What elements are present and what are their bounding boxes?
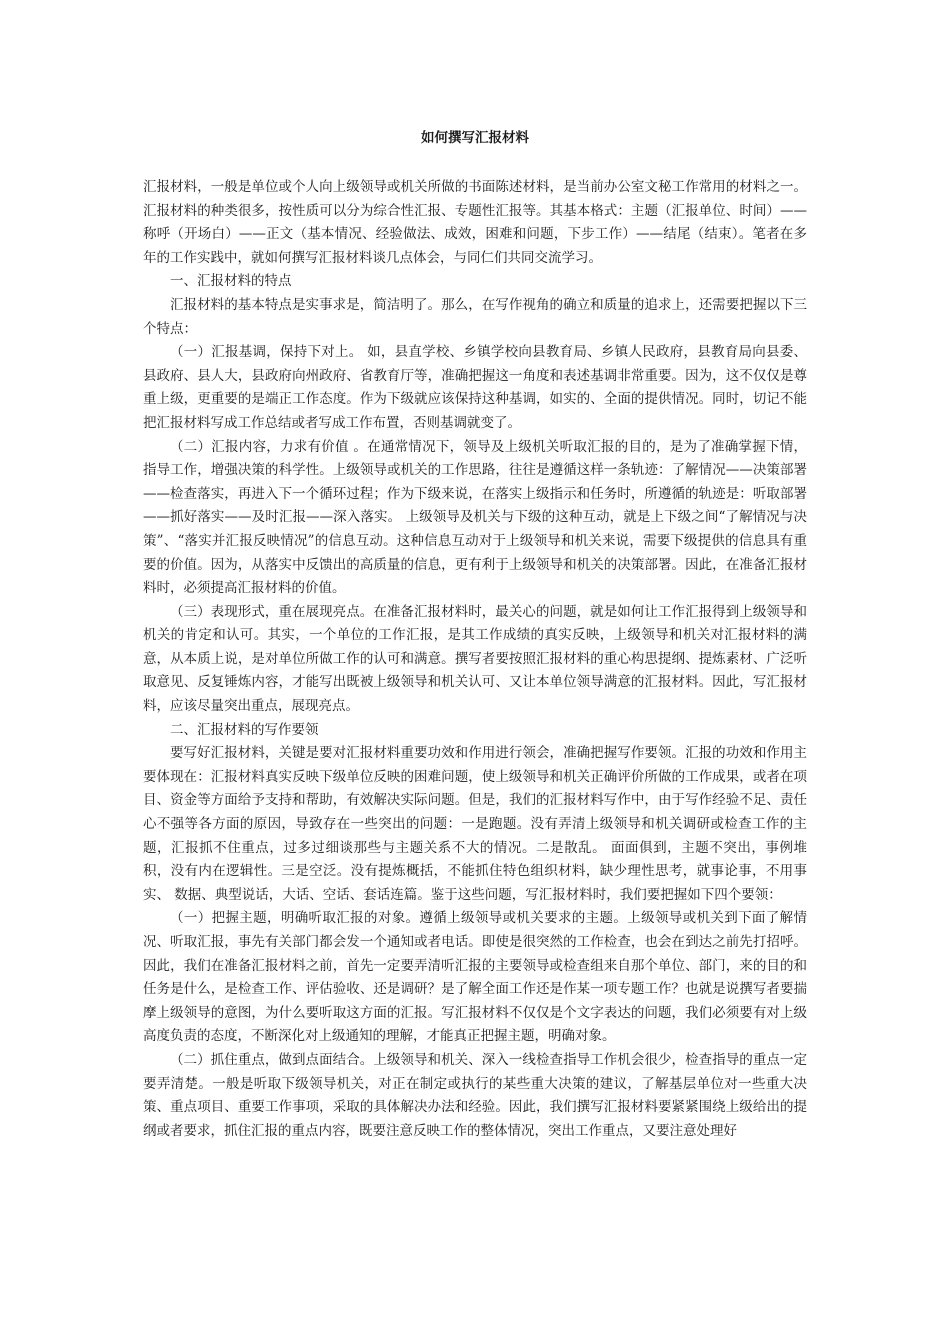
- document-title: 如何撰写汇报材料: [421, 130, 529, 146]
- paragraph: （二）抓住重点，做到点面结合。上级领导和机关、深入一线检查指导工作机会很少，检查指导的重点一定要弄清楚。一般是听取下级领导机关，对正在制定或执行的某些重大决策的建议，了解基层单位对一些重大决策、重点项目、重要工作事项，采取的具体解决办法和经验。因此，我们撰写汇报材料要紧紧围绕上级给出的提纲或者要求，抓住汇报的重点内容，既要注意反映工作的整体情况，突出工作重点，又要注意处理好: [143, 1051, 807, 1139]
- paragraph: （一）把握主题，明确听取汇报的对象。遵循上级领导或机关要求的主题。上级领导或机关到下面了解情况、听取汇报，事先有关部门都会发一个通知或者电话。即使是很突然的工作检查，也会在到达之前先打招呼。因此，我们在准备汇报材料之前，首先一定要弄清听汇报的主要领导或检查组来自那个单位、部门，来的目的和任务是什么，是检查工作、评估验收、还是调研？是了解全面工作还是作某一项专题工作？也就是说撰写者要揣摩上级领导的意图，为什么要听取这方面的汇报。写汇报材料不仅仅是个文字表达的问题，我们必须要有对上级高度负责的态度，不断深化对上级通知的理解，才能真正把握主题，明确对象。: [143, 910, 807, 1045]
- section-heading-1: 一、汇报材料的特点: [170, 273, 292, 290]
- paragraph: （三）表现形式，重在展现亮点。在准备汇报材料时，最关心的问题，就是如何让工作汇报得到上级领导和机关的肯定和认可。其实，一个单位的工作汇报，是其工作成绩的真实反映，上级领导和机关对汇报材料的满意，从本质上说，是对单位所做工作的认可和满意。撰写者要按照汇报材料的重心构思提纲、提炼素材、广泛听取意见、反复锤炼内容，才能写出既被上级领导和机关认可、又让本单位领导满意的汇报材料。因此，写汇报材料，应该尽量突出重点，展现亮点。: [143, 603, 807, 715]
- paragraph: 要写好汇报材料，关键是要对汇报材料重要功效和作用进行领会，准确把握写作要领。汇报的功效和作用主要体现在：汇报材料真实反映下级单位反映的困难问题，使上级领导和机关正确评价所做的工作成果，或者在项目、资金等方面给予支持和帮助，有效解决实际问题。但是，我们的汇报材料写作中，由于写作经验不足、责任心不强等各方面的原因，导致存在一些突出的问题：一是跑题。没有弄清上级领导和机关调研或检查工作的主题，汇报抓不住重点，过多过细谈那些与主题关系不大的情况。二是散乱。 面面俱到，主题不突出，事例堆积，没有内在逻辑性。三是空泛。没有提炼概括，不能抓住特色组织材料，缺少理性思考，就事论事，不用事实、 数据、典型说话，大话、空话、套话连篇。鉴于这些问题，写汇报材料时，我们要把握如下四个要领：: [143, 745, 807, 903]
- document-body: [143, 176, 807, 1143]
- paragraph: （二）汇报内容，力求有价值 。在通常情况下，领导及上级机关听取汇报的目的，是为了准确掌握下情，指导工作，增强决策的科学性。上级领导或机关的工作思路，往往是遵循这样一条轨迹：了解情况——决策部署——检查落实，再进入下一个循环过程；作为下级来说，在落实上级指示和任务时，所遵循的轨迹是：听取部署——抓好落实——及时汇报——深入落实。 上级领导及机关与下级的这种互动，就是上下级之间“了解情况与决策”、“落实并汇报反映情况”的信息互动。这种信息互动对于上级领导和机关来说，需要下级提供的信息具有重要的价值。因为，从落实中反馈出的高质量的信息，更有利于上级领导和机关的决策部署。因此，在准备汇报材料时，必须提高汇报材料的价值。: [143, 438, 807, 597]
- intro-paragraph: 汇报材料，一般是单位或个人向上级领导或机关所做的书面陈述材料，是当前办公室文秘工作常用的材料之一。汇报材料的种类很多，按性质可以分为综合性汇报、专题性汇报等。其基本格式：主题（汇报单位、时间）——称呼（开场白）——正文（基本情况、经验做法、成效，困难和问题，下步工作）——结尾（结束）。笔者在多年的工作实践中，就如何撰写汇报材料谈几点体会，与同仁们共同交流学习。: [143, 179, 807, 266]
- paragraph: （一）汇报基调，保持下对上。 如，县直学校、乡镇学校向县教育局、乡镇人民政府，县教育局向县委、县政府、县人大，县政府向州政府、省教育厅等，准确把握这一角度和表述基调非常重要。因为，这不仅仅是尊重上级，更重要的是端正工作态度。作为下级就应该保持这种基调，如实的、全面的提供情况。同时，切记不能把汇报材料写成工作总结或者写成工作布置，否则基调就变了。: [143, 344, 807, 431]
- section-heading-2: 二、汇报材料的写作要领: [170, 721, 319, 738]
- paragraph: 汇报材料的基本特点是实事求是，简洁明了。那么，在写作视角的确立和质量的追求上，还需要把握以下三个特点：: [143, 296, 807, 337]
